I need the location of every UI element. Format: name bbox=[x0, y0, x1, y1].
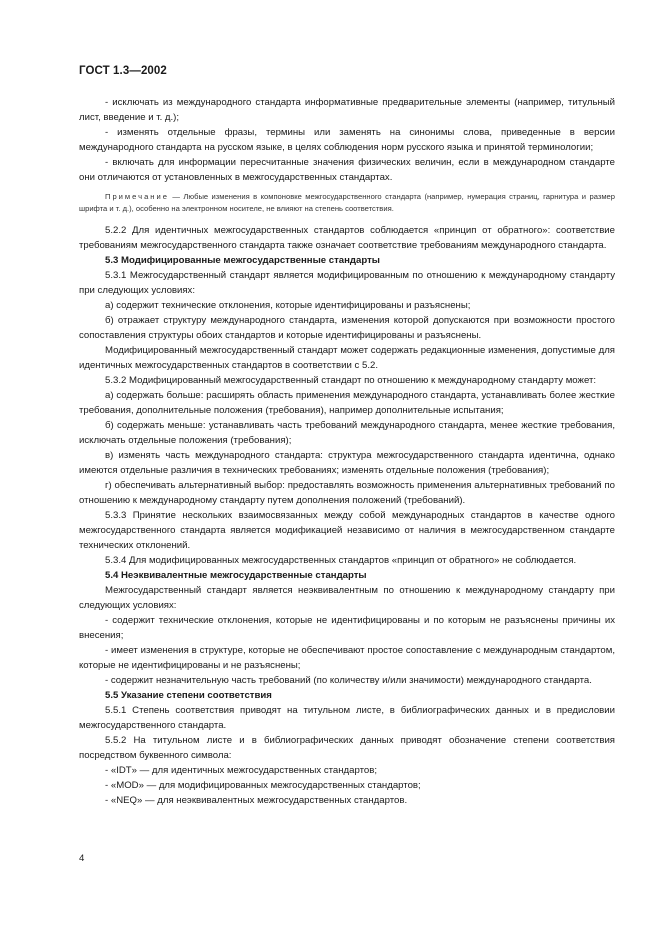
page-number: 4 bbox=[79, 853, 85, 864]
list-item: б) содержать меньше: устанавливать часть требований международного стандарта, менее жесткие требования, исключать отдельные положения (требования); bbox=[79, 420, 615, 446]
clause-5-3-3: 5.3.3 Принятие нескольких взаимосвязанных между собой международных стандартов в качестве одного межгосударственного стандарта является модификацией независимо от наличия в межгосударственном стандарте технических отклонений. bbox=[79, 510, 615, 551]
note-text: — Любые изменения в компоновке межгосударственного стандарта (например, нумерация страниц, гарнитура и размер шрифта и т. д.), особенно на электронном носителе, не влияют на степень соответствия. bbox=[79, 192, 615, 213]
list-item: - имеет изменения в структуре, которые не обеспечивают простое сопоставление с международным стандартом, которые не идентифицированы и не разъяснены; bbox=[79, 645, 615, 671]
list-item: а) содержать больше: расширять область применения международного стандарта, устанавливать более жесткие требования, дополнительные положения (требования), например дополнительные испытания; bbox=[79, 390, 615, 416]
note bbox=[79, 191, 615, 215]
list-item: а) содержит технические отклонения, которые идентифицированы и разъяснены; bbox=[105, 300, 471, 311]
section-heading: 5.4 Неэквивалентные межгосударственные стандарты bbox=[105, 570, 367, 581]
section-heading: 5.3 Модифицированные межгосударственные стандарты bbox=[105, 255, 380, 266]
list-item: - «NEQ» — для неэквивалентных межгосударственных стандартов. bbox=[105, 795, 408, 806]
document-body bbox=[79, 95, 615, 808]
note-label: Примечание bbox=[105, 192, 169, 201]
clause-5-3-1: 5.3.1 Межгосударственный стандарт является модифицированным по отношению к международному стандарту при следующих условиях: bbox=[79, 270, 615, 296]
clause-5-2-2: 5.2.2 Для идентичных межгосударственных стандартов соблюдается «принцип от обратного»: соответствие требованиям межгосударственного стандарта также означает соответствие требованиям международного стандарта. bbox=[79, 225, 615, 251]
clause-5-5-2: 5.5.2 На титульном листе и в библиографических данных приводят обозначение степени соответствия посредством буквенного символа: bbox=[79, 735, 615, 761]
clause-5-5-1: 5.5.1 Степень соответствия приводят на титульном листе, в библиографических данных и в предисловии межгосударственного стандарта. bbox=[79, 705, 615, 731]
list-item: - содержит незначительную часть требований (по количеству и/или значимости) международного стандарта. bbox=[105, 675, 592, 686]
list-item: - изменять отдельные фразы, термины или заменять на синонимы слова, приведенные в версии международного стандарта на русском языке, в целях соблюдения норм русского языка и принятой терминологии; bbox=[79, 127, 615, 153]
paragraph: Межгосударственный стандарт является неэквивалентным по отношению к международному стандарту при следующих условиях: bbox=[79, 585, 615, 611]
list-item: в) изменять часть международного стандарта: структура межгосударственного стандарта идентична, однако имеются отдельные различия в технических требованиях; изменять отдельные положения (требования); bbox=[79, 450, 615, 476]
list-item: г) обеспечивать альтернативный выбор: предоставлять возможность применения альтернативных требований по отношению к международному стандарту путем дополнения положений (требований). bbox=[79, 480, 615, 506]
clause-5-3-4: 5.3.4 Для модифицированных межгосударственных стандартов «принцип от обратного» не соблюдается. bbox=[105, 555, 577, 566]
list-item: - «MOD» — для модифицированных межгосударственных стандартов; bbox=[105, 780, 421, 791]
list-item: - исключать из международного стандарта информативные предварительные элементы (например, титульный лист, введение и т. д.); bbox=[79, 97, 615, 123]
paragraph: Модифицированный межгосударственный стандарт может содержать редакционные изменения, допустимые для идентичных межгосударственных стандартов в соответствии с 5.2. bbox=[79, 345, 615, 371]
clause-5-3-2: 5.3.2 Модифицированный межгосударственный стандарт по отношению к международному стандарту может: bbox=[105, 375, 597, 386]
list-item: б) отражает структуру международного стандарта, изменения которой допускаются при возможности простого сопоставления структуры обоих стандартов и которые идентифицированы и разъяснены. bbox=[79, 315, 615, 341]
list-item: - включать для информации пересчитанные значения физических величин, если в международном стандарте они отличаются от установленных в межгосударственных стандартах. bbox=[79, 157, 615, 183]
list-item: - содержит технические отклонения, которые не идентифицированы и по которым не разъяснены причины их внесения; bbox=[79, 615, 615, 641]
list-item: - «IDT» — для идентичных межгосударственных стандартов; bbox=[105, 765, 378, 776]
page-header-title: ГОСТ 1.3—2002 bbox=[79, 65, 167, 77]
section-heading: 5.5 Указание степени соответствия bbox=[105, 690, 272, 701]
